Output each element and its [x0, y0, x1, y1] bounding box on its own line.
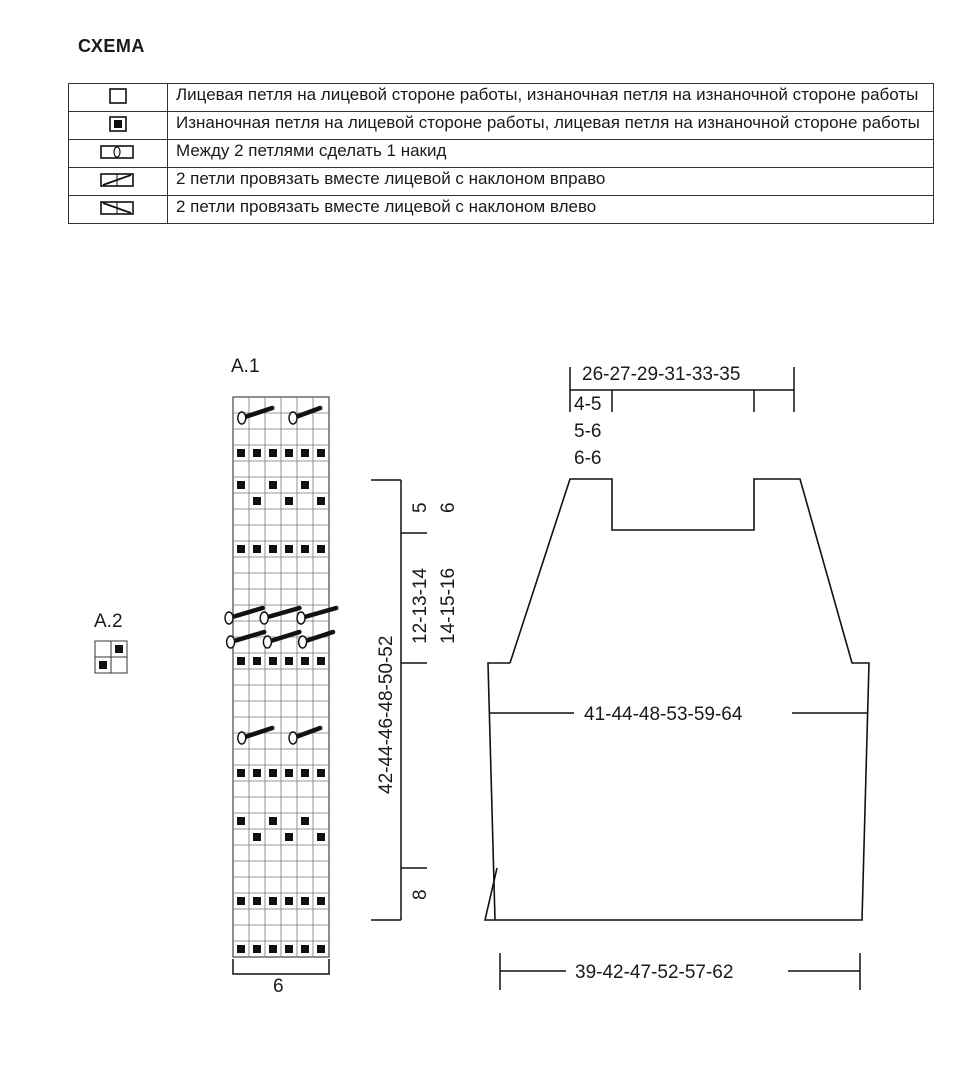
purl-stitch-mark: [301, 449, 309, 457]
purl-stitch-mark: [301, 545, 309, 553]
shoulder-height-label: 12-13-14: [410, 567, 431, 644]
purl-stitch-mark: [253, 945, 261, 953]
yarn-over-loop: [225, 612, 233, 624]
purl-stitch-mark: [237, 657, 245, 665]
yarn-over-loop: [297, 612, 305, 624]
purl-stitch-mark: [317, 449, 325, 457]
rib-height-label: 8: [410, 889, 431, 900]
neck-width-label: 26-27-29-31-33-35: [582, 364, 741, 385]
legend-row: [69, 112, 934, 140]
purl-stitch-mark: [285, 545, 293, 553]
chart-a1-label: A.1: [231, 356, 260, 377]
purl-stitch-mark: [301, 945, 309, 953]
purl-stitch-mark: [301, 481, 309, 489]
purl-stitch-mark: [253, 497, 261, 505]
purl-stitch-mark: [317, 897, 325, 905]
legend-row: [69, 140, 934, 168]
purl-stitch-mark: [115, 645, 123, 653]
purl-stitch-mark: [317, 833, 325, 841]
strap-width-label-1: 4-5: [574, 394, 602, 415]
purl-stitch-mark: [301, 897, 309, 905]
shoulder-height-alt-label: 14-15-16: [438, 567, 459, 644]
purl-stitch-mark: [237, 945, 245, 953]
strap-width-label-3: 6-6: [574, 448, 602, 469]
purl-stitch-mark: [285, 833, 293, 841]
chart-a1-width-bracket: [233, 959, 329, 997]
purl-stitch-mark: [285, 449, 293, 457]
yarn-over-loop: [238, 412, 246, 424]
purl-stitch-mark: [237, 449, 245, 457]
purl-stitch-mark: [253, 545, 261, 553]
strap-height-label-1: 5: [410, 502, 431, 513]
purl-stitch-mark: [269, 657, 277, 665]
legend-text: Изнаночная петля на лицевой стороне работы, лицевая петля на изнаночной стороне работы: [168, 112, 934, 140]
purl-stitch-mark: [301, 657, 309, 665]
legend-symbol: [69, 112, 168, 140]
purl-stitch-mark: [269, 817, 277, 825]
purl-stitch-mark: [269, 449, 277, 457]
chart-a2-grid: [95, 641, 127, 673]
purl-stitch-mark: [269, 481, 277, 489]
total-height-label: 42-44-46-48-50-52: [376, 635, 397, 794]
legend-row: [69, 196, 934, 224]
purl-stitch-mark: [237, 897, 245, 905]
purl-stitch-mark: [237, 769, 245, 777]
purl-stitch-mark: [285, 657, 293, 665]
purl-stitch-mark: [237, 481, 245, 489]
yarn-over-icon: [99, 143, 137, 161]
purl-stitch-mark: [317, 545, 325, 553]
legend-symbol: [69, 196, 168, 224]
purl-stitch-mark: [285, 769, 293, 777]
chart-a2-label: A.2: [94, 611, 123, 632]
purl-stitch-mark: [253, 449, 261, 457]
yarn-over-loop: [289, 412, 297, 424]
purl-stitch-mark: [317, 945, 325, 953]
purl-stitch-mark: [269, 945, 277, 953]
purl-stitch-mark: [285, 897, 293, 905]
legend-symbol: [69, 140, 168, 168]
yarn-over-loop: [227, 636, 235, 648]
garment-schematic: [485, 479, 869, 920]
purl-stitch-mark: [285, 497, 293, 505]
purl-stitch-mark: [317, 497, 325, 505]
purl-stitch-mark: [317, 657, 325, 665]
page-title: СХЕМА: [78, 36, 145, 56]
purl-stitch-mark: [237, 817, 245, 825]
purl-stitch-mark: [99, 661, 107, 669]
purl-stitch-mark: [253, 897, 261, 905]
knit-stitch-icon: [108, 87, 128, 105]
yarn-over-loop: [238, 732, 246, 744]
legend-symbol: [69, 168, 168, 196]
yarn-over-loop: [299, 636, 307, 648]
yarn-over-loop: [260, 612, 268, 624]
legend-text: 2 петли провязать вместе лицевой с наклоном вправо: [168, 168, 934, 196]
legend-text: Лицевая петля на лицевой стороне работы, изнаночная петля на изнаночной стороне работы: [168, 84, 934, 112]
purl-stitch-icon: [108, 115, 128, 133]
knitting-diagram: [0, 330, 972, 1070]
k2tog-left-icon: [99, 199, 137, 217]
chart-a1-width-label: 6: [273, 976, 284, 997]
yarn-over-loop: [263, 636, 271, 648]
purl-stitch-mark: [317, 769, 325, 777]
legend-row: [69, 84, 934, 112]
chart-a2-cell: [95, 641, 111, 657]
chart-a2-cell: [111, 657, 127, 673]
legend-text: 2 петли провязать вместе лицевой с наклоном влево: [168, 196, 934, 224]
bottom-width-label: 39-42-47-52-57-62: [575, 962, 734, 983]
k2tog-right-icon: [99, 171, 137, 189]
purl-stitch-mark: [269, 545, 277, 553]
legend-symbol: [69, 84, 168, 112]
purl-stitch-mark: [269, 769, 277, 777]
strap-height-label-2: 6: [438, 502, 459, 513]
purl-stitch-mark: [301, 817, 309, 825]
purl-stitch-mark: [269, 897, 277, 905]
legend-row: [69, 168, 934, 196]
strap-width-label-2: 5-6: [574, 421, 602, 442]
purl-stitch-mark: [285, 945, 293, 953]
purl-stitch-mark: [237, 545, 245, 553]
chart-a1-grid: [225, 397, 336, 957]
symbol-legend: [68, 83, 934, 224]
purl-stitch-mark: [253, 769, 261, 777]
purl-stitch-mark: [253, 833, 261, 841]
yarn-over-loop: [289, 732, 297, 744]
chest-width-label: 41-44-48-53-59-64: [584, 704, 743, 725]
purl-stitch-mark: [301, 769, 309, 777]
purl-stitch-mark: [253, 657, 261, 665]
legend-text: Между 2 петлями сделать 1 накид: [168, 140, 934, 168]
